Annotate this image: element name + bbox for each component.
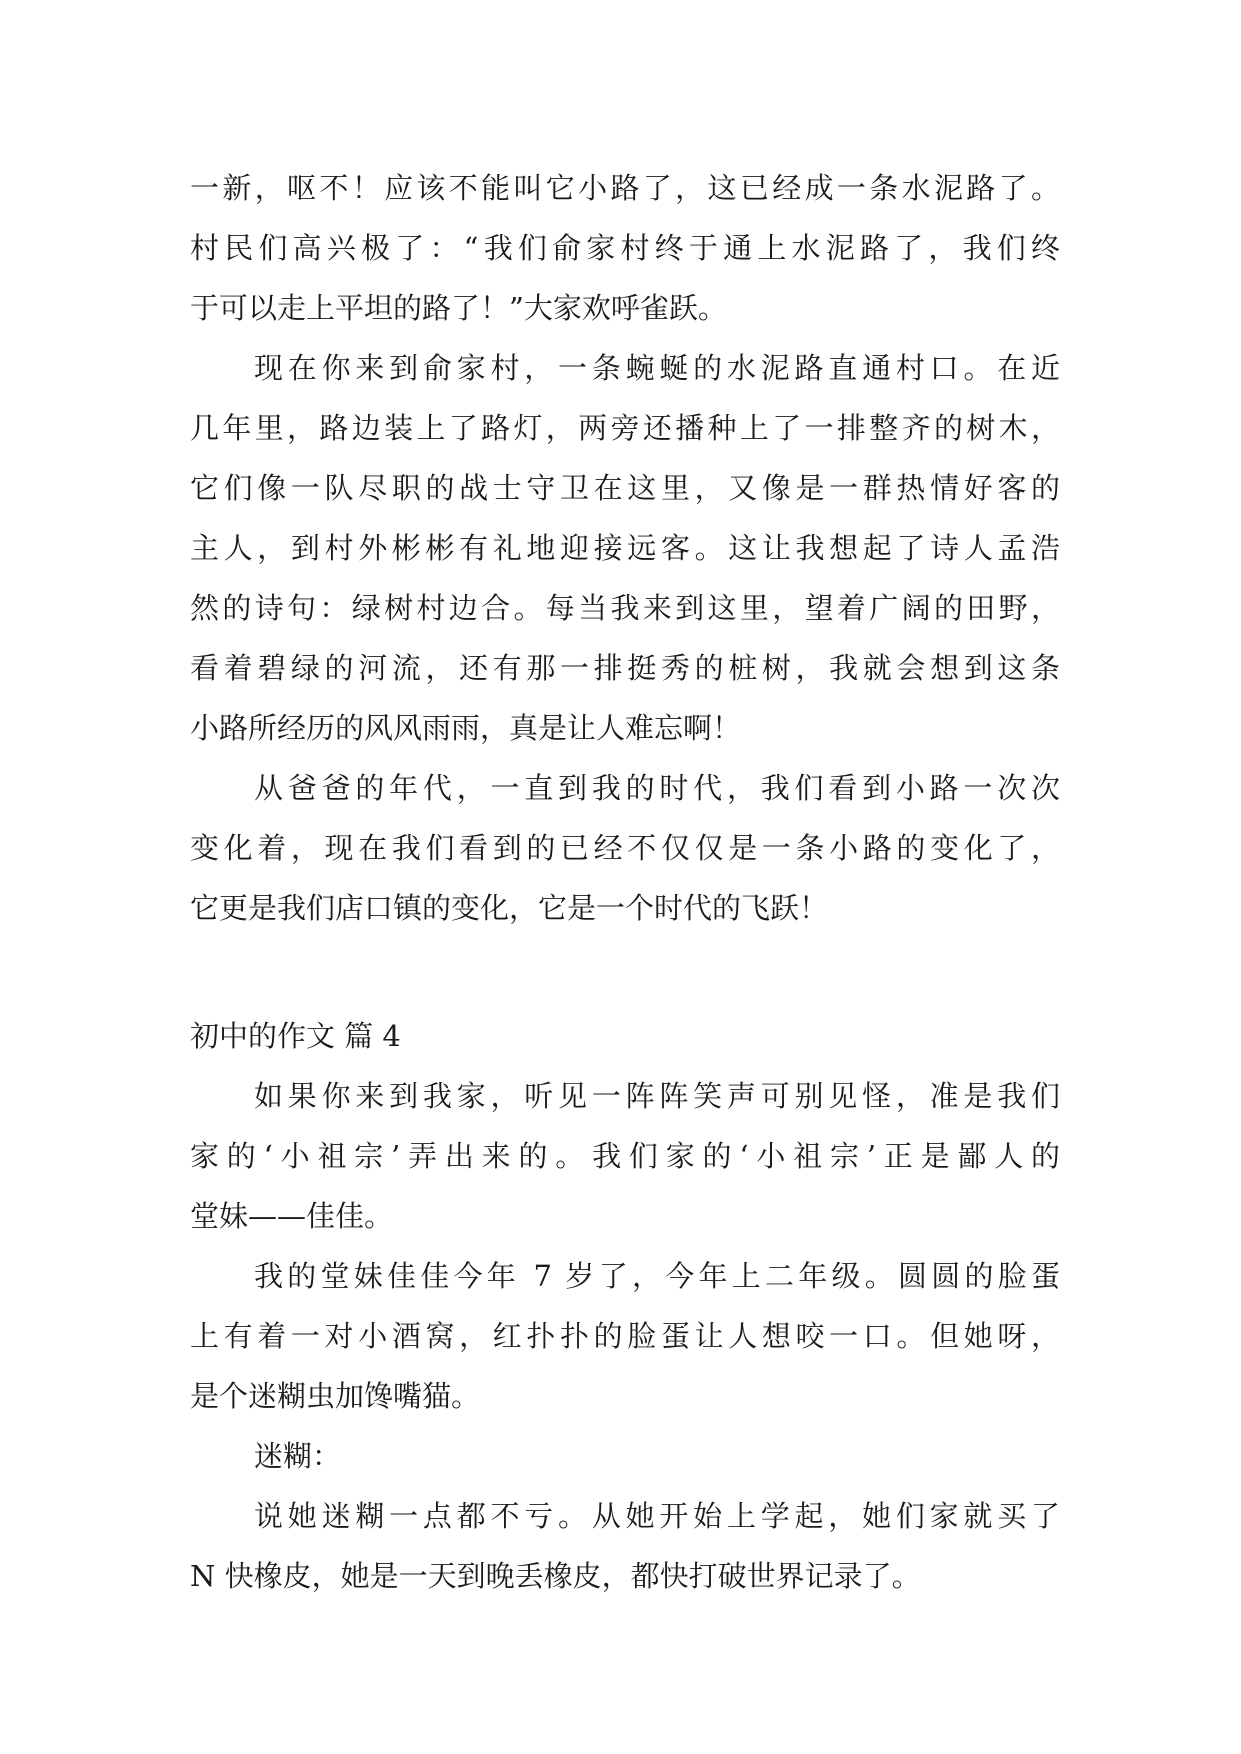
text-line: 小路所经历的风风雨雨，真是让人难忘啊！: [190, 711, 742, 745]
paragraph-muddled-story: [190, 1486, 1060, 1606]
text-line: 一新，呕不！应该不能叫它小路了，这已经成一条水泥路了。: [190, 171, 1060, 205]
text-line: 看着碧绿的河流，还有那一排挺秀的桩树，我就会想到这条: [190, 651, 1060, 685]
text-line: 从爸爸的年代，一直到我的时代，我们看到小路一次次: [254, 771, 1060, 805]
paragraph-road-now: [190, 338, 1060, 758]
paragraph-subheading-muddled: [190, 1426, 1060, 1486]
text-line: N 快橡皮，她是一天到晚丢橡皮，都快打破世界记录了。: [190, 1559, 921, 1593]
text-line: 几年里，路边装上了路灯，两旁还播种上了一排整齐的树木，: [190, 411, 1060, 445]
text-line: 是个迷糊虫加馋嘴猫。: [190, 1379, 481, 1413]
text-line: 它们像一队尽职的战士守卫在这里，又像是一群热情好客的: [190, 471, 1060, 505]
paragraph-cousin-intro: [190, 1066, 1060, 1246]
paragraph-cousin-description: [190, 1246, 1060, 1426]
paragraph-road-continued: [190, 158, 1060, 338]
section-heading: 初中的作文 篇 4: [190, 1019, 401, 1053]
text-line: 迷糊：: [254, 1439, 342, 1473]
text-line: 现在你来到俞家村，一条蜿蜒的水泥路直通村口。在近: [254, 351, 1060, 385]
text-line: 我的堂妹佳佳今年 7 岁了，今年上二年级。圆圆的脸蛋: [254, 1259, 1060, 1293]
paragraph-road-change: [190, 758, 1060, 938]
text-line: 变化着，现在我们看到的已经不仅仅是一条小路的变化了，: [190, 831, 1060, 865]
text-line: 如果你来到我家，听见一阵阵笑声可别见怪，准是我们: [254, 1079, 1060, 1113]
text-line: 于可以走上平坦的路了！”大家欢呼雀跃。: [190, 291, 727, 325]
text-line: 堂妹——佳佳。: [190, 1199, 394, 1233]
text-line: 上有着一对小酒窝，红扑扑的脸蛋让人想咬一口。但她呀，: [190, 1319, 1060, 1353]
text-line: 然的诗句：绿树村边合。每当我来到这里，望着广阔的田野，: [190, 591, 1060, 625]
text-line: 家的‘小祖宗’弄出来的。我们家的‘小祖宗’正是鄙人的: [190, 1139, 1060, 1173]
text-line: 主人，到村外彬彬有礼地迎接远客。这让我想起了诗人孟浩: [190, 531, 1060, 565]
text-line: 说她迷糊一点都不亏。从她开始上学起，她们家就买了: [254, 1499, 1060, 1533]
text-line: 它更是我们店口镇的变化，它是一个时代的飞跃！: [190, 891, 829, 925]
document-body: [190, 158, 1060, 1606]
text-line: 村民们高兴极了：“我们俞家村终于通上水泥路了，我们终: [190, 231, 1060, 265]
